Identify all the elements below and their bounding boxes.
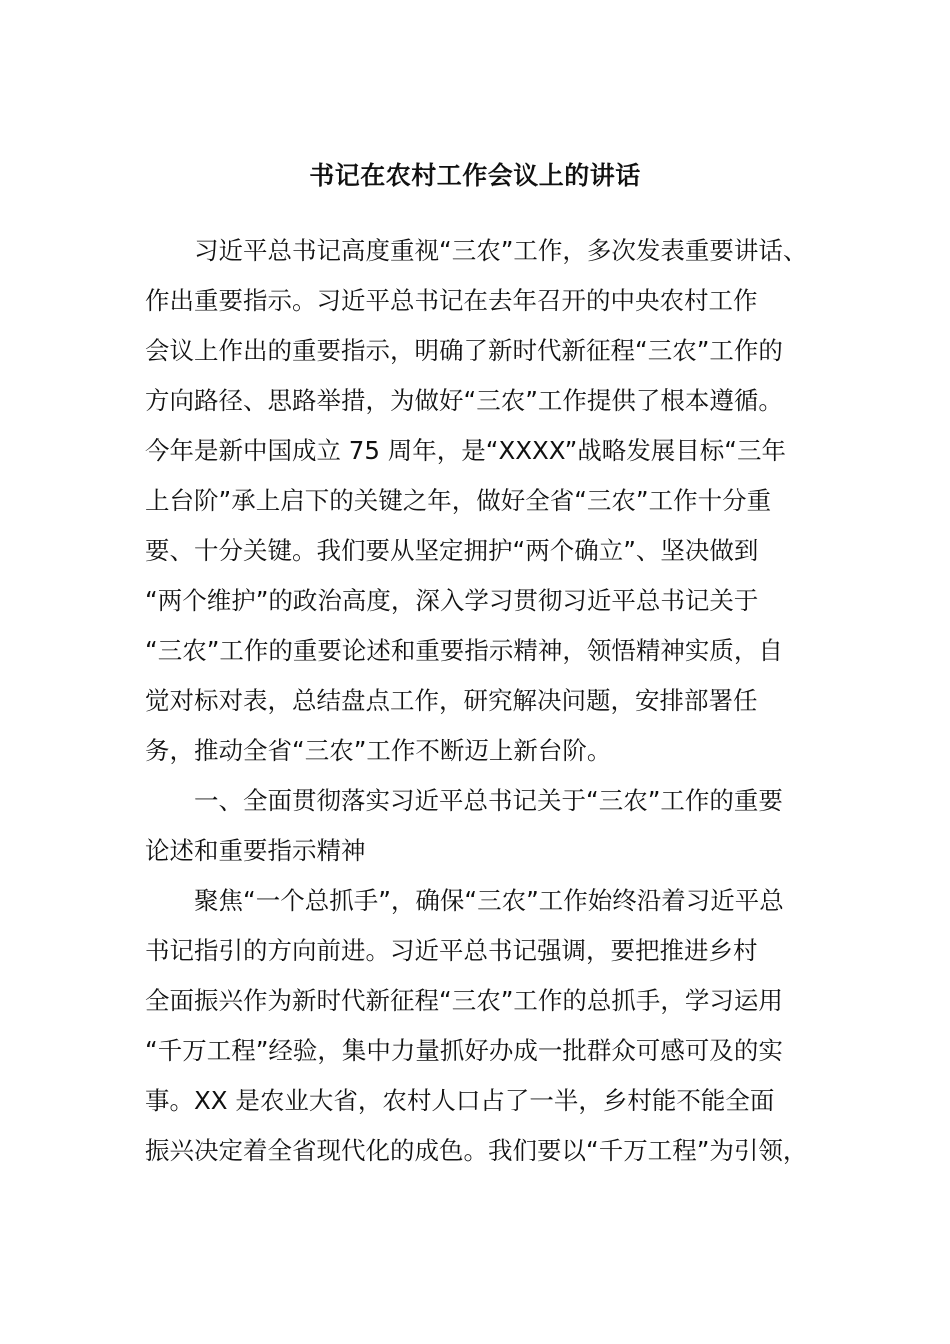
body-line: 今年是新中国成立 75 周年，是“XXXX”战略发展目标“三年 [145,436,786,465]
body-line: 要、十分关键。我们要从坚定拥护“两个确立”、坚决做到 [145,536,759,565]
body-line: “千万工程”经验，集中力量抓好办成一批群众可感可及的实 [145,1036,783,1065]
body-line: 觉对标对表，总结盘点工作，研究解决问题，安排部署任 [145,686,758,715]
body-line: 聚焦“一个总抓手”，确保“三农”工作始终沿着习近平总 [194,886,784,915]
section-heading-line: 一、全面贯彻落实习近平总书记关于“三农”工作的重要 [194,786,783,815]
body-line: 作出重要指示。习近平总书记在去年召开的中央农村工作 [145,286,758,315]
section-heading-line: 论述和重要指示精神 [145,836,366,865]
document-title: 书记在农村工作会议上的讲话 [309,161,641,190]
body-line: 事。XX 是农业大省，农村人口占了一半，乡村能不能全面 [145,1086,775,1115]
body-line: 方向路径、思路举措，为做好“三农”工作提供了根本遵循。 [145,386,783,415]
body-line: 书记指引的方向前进。习近平总书记强调，要把推进乡村 [145,936,758,965]
body-line: 振兴决定着全省现代化的成色。我们要以“千万工程”为引领， [145,1136,808,1165]
body-line: “两个维护”的政治高度，深入学习贯彻习近平总书记关于 [145,586,759,615]
body-line: 习近平总书记高度重视“三农”工作，多次发表重要讲话、 [194,236,808,265]
body-line: 全面振兴作为新时代新征程“三农”工作的总抓手，学习运用 [145,986,783,1015]
body-line: 务，推动全省“三农”工作不断迈上新台阶。 [145,736,612,765]
body-line: “三农”工作的重要论述和重要指示精神，领悟精神实质，自 [145,636,783,665]
body-line: 会议上作出的重要指示，明确了新时代新征程“三农”工作的 [145,336,783,365]
body-line: 上台阶”承上启下的关键之年，做好全省“三农”工作十分重 [145,486,772,515]
